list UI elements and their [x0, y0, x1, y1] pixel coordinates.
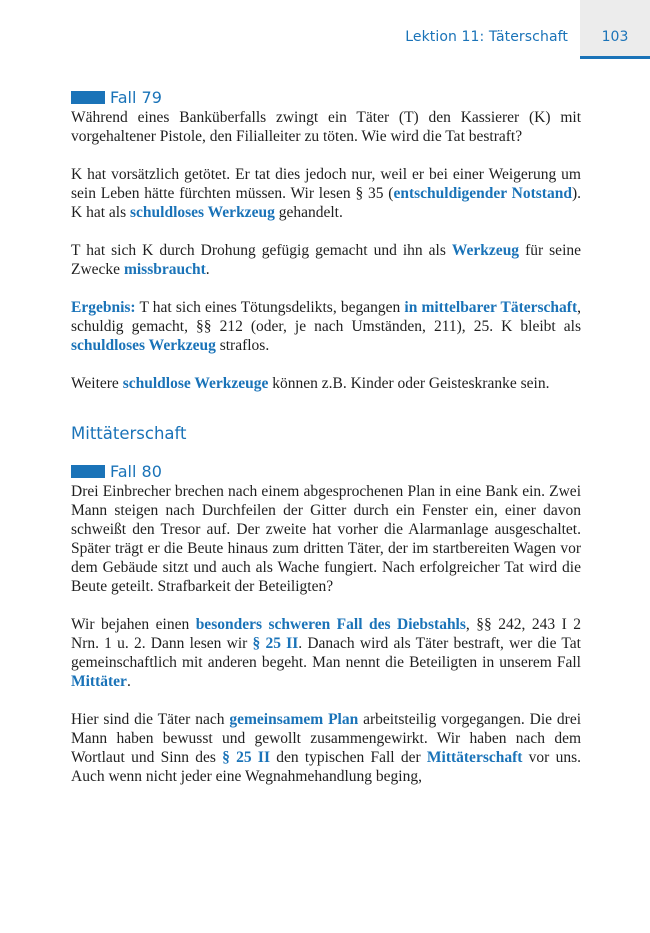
- page-content: [71, 86, 581, 786]
- text: straflos.: [215, 337, 270, 354]
- highlight-term: § 25 II: [222, 749, 270, 766]
- text: gehandelt.: [274, 204, 343, 221]
- text: Hier sind die Täter nach: [71, 711, 230, 728]
- text: den typischen Fall der: [269, 749, 427, 766]
- paragraph: [71, 241, 581, 279]
- case-question: Während eines Banküberfalls zwingt ein Täter (T) den Kassierer (K) mit vorgehaltener Pistole, den Filialleiter zu töten. Wie wird die Tat bestraft?: [71, 109, 581, 145]
- result-label: Ergebnis:: [71, 299, 136, 316]
- text: . Danach wird als Täter bestraft, wer die Tat gemeinschaftlich mit anderen begeht. Man nennt die Beteiligten in unserem Fall: [71, 635, 581, 671]
- highlight-term: schuldlose Werkzeuge: [122, 375, 269, 392]
- text: T hat sich eines Tötungsdelikts, begangen: [135, 299, 405, 316]
- case-heading-79: [71, 86, 581, 108]
- text: K hat vorsätzlich getötet. Er tat dies jedoch nur, weil er bei einer Weigerung um sein Leben hätte fürchten müssen. Wir lesen § 35 (: [71, 166, 581, 202]
- result-paragraph: [71, 298, 581, 355]
- highlight-term: gemeinsamem Plan: [229, 711, 359, 728]
- text: .: [205, 261, 210, 278]
- highlight-term: § 25 II: [252, 635, 299, 652]
- case-marker-bar: [71, 91, 105, 104]
- highlight-term: besonders schweren Fall des Diebstahls: [195, 616, 466, 633]
- text: können z.B. Kinder oder Geisteskranke sein.: [268, 375, 550, 392]
- text: für seine Zwecke: [71, 242, 582, 278]
- highlight-term: schuldloses Werkzeug: [71, 337, 216, 354]
- paragraph: [71, 165, 581, 222]
- highlight-term: missbraucht: [123, 261, 206, 278]
- page-number: 103: [601, 29, 629, 45]
- text: .: [126, 673, 131, 690]
- case-title: Fall 79: [110, 87, 162, 107]
- highlight-term: Mittäter: [71, 673, 127, 690]
- case-title: Fall 80: [110, 461, 162, 481]
- text: Wir bejahen einen: [71, 616, 196, 633]
- paragraph: [71, 374, 581, 393]
- text: vor uns. Auch wenn nicht jeder eine Wegnahmehandlung beging,: [71, 749, 581, 785]
- text: , §§ 242, 243 I 2 Nrn. 1 u. 2. Dann lesen wir: [71, 616, 581, 652]
- highlight-term: Werkzeug: [451, 242, 520, 259]
- highlight-term: entschuldigender Notstand: [393, 185, 572, 202]
- text: T hat sich K durch Drohung gefügig gemacht und ihn als: [71, 242, 452, 259]
- text: , schuldig gemacht, §§ 212 (oder, je nach Umständen, 211), 25. K bleibt als: [71, 299, 581, 335]
- chapter-title: Lektion 11: Täterschaft: [405, 29, 568, 45]
- highlight-term: in mittelbarer Täterschaft: [404, 299, 578, 316]
- case-heading-80: [71, 460, 581, 482]
- highlight-term: schuldloses Werkzeug: [129, 204, 275, 221]
- case-question: Drei Einbrecher brechen nach einem abgesprochenen Plan in eine Bank ein. Zwei Mann steigen nach Durchfeilen der Gitter durch ein Fenster ein, einer davon schweißt den Tresor auf. Der zweite hat vorher die Alarmanlage ausgeschaltet. Später trägt er die Beute hinaus zum dritten Täter, der im startbereiten Wagen vor dem Gebäude sitzt und auch als Wache fungiert. Nach erfolgreicher Tat wird die Beute geteilt. Strafbarkeit der Beteiligten?: [71, 483, 581, 595]
- section-title: Mittäterschaft: [71, 424, 187, 443]
- case-marker-bar: [71, 465, 105, 478]
- text: ). K hat als: [71, 185, 581, 221]
- paragraph: [71, 615, 581, 691]
- paragraph: [71, 710, 581, 786]
- text: arbeitsteilig vorgegangen. Die drei Mann haben bewusst und gewollt zusammengewirkt. Wir haben nach dem Wortlaut und Sinn des: [71, 711, 581, 766]
- text: Weitere: [71, 375, 123, 392]
- running-header: [0, 0, 650, 60]
- highlight-term: Mittäterschaft: [426, 749, 523, 766]
